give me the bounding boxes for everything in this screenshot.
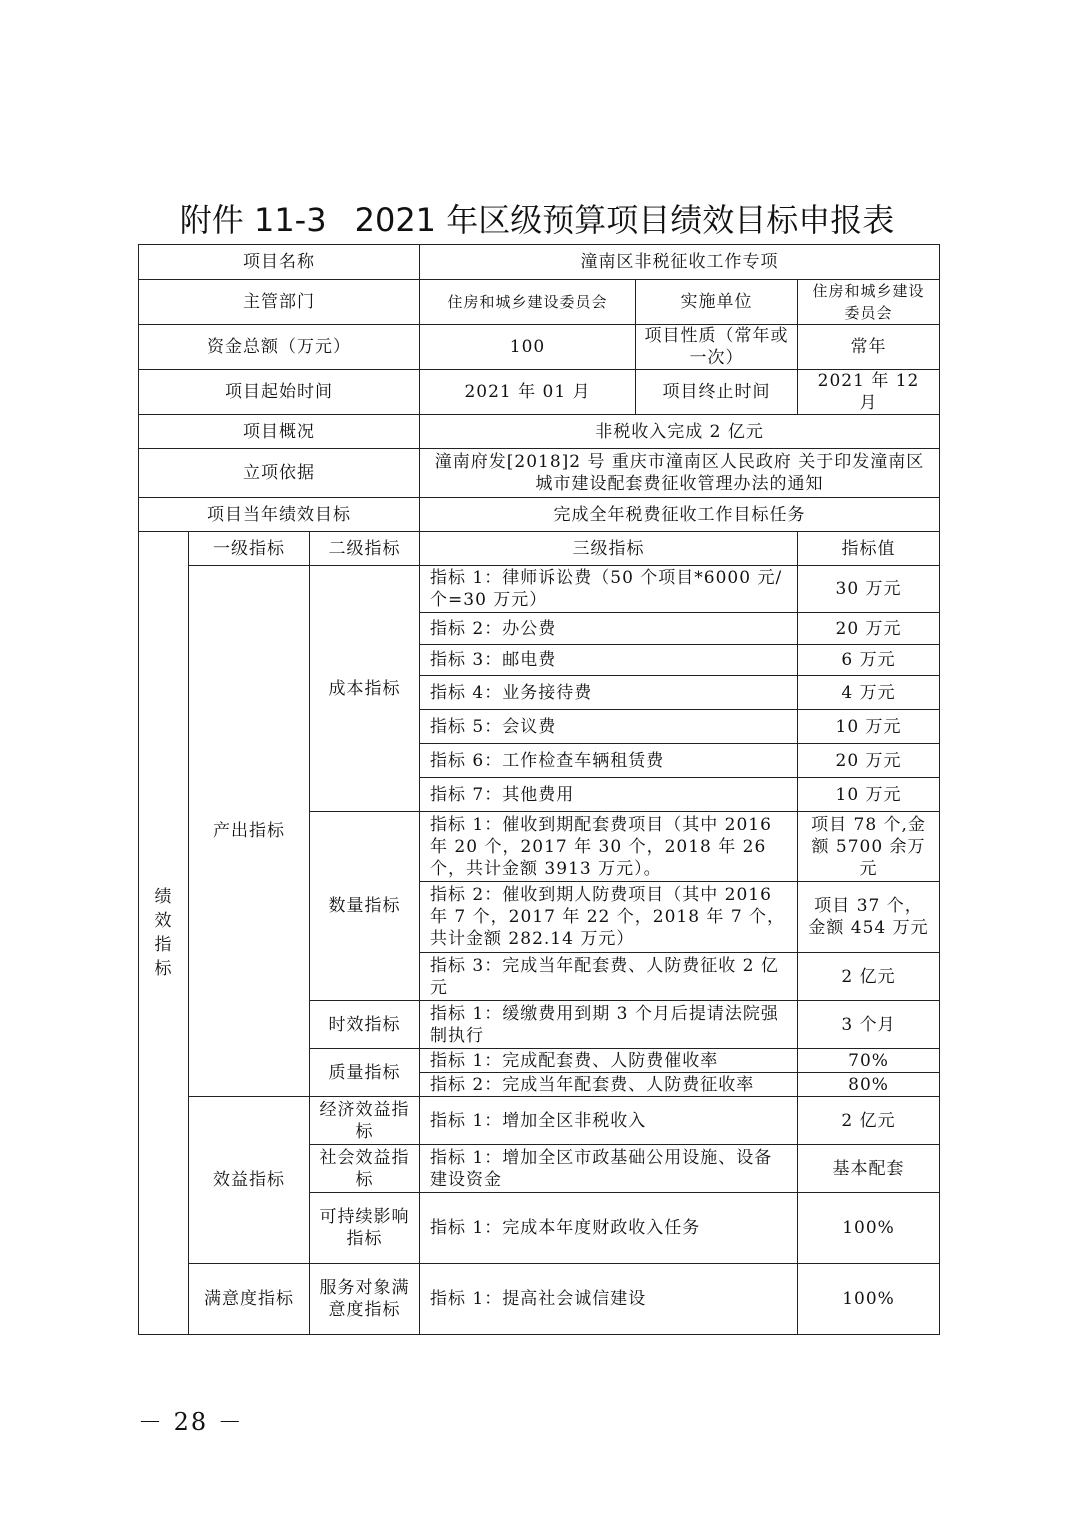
sub-social: 社会效益指标 [310,1145,420,1193]
total-funds: 100 [420,325,636,370]
label-project-nature: 项目性质（常年或一次） [636,325,798,370]
indicator-value: 项目 78 个,金额 5700 余万元 [798,812,940,882]
indicator-text: 指标 1：提高社会诚信建设 [420,1264,798,1335]
indicator-text: 指标 5：会议费 [420,710,798,744]
label-implementing-unit: 实施单位 [636,280,798,325]
indicator-text: 指标 1：律师诉讼费（50 个项目*6000 元/个=30 万元） [420,566,798,613]
indicator-value: 80% [798,1073,940,1097]
page-title [0,200,1074,240]
indicator-value: 10 万元 [798,710,940,744]
indicator-value: 基本配套 [798,1145,940,1193]
indicator-text: 指标 7：其他费用 [420,778,798,812]
header-level1: 一级指标 [189,532,310,566]
label-department: 主管部门 [139,280,420,325]
indicator-value: 3 个月 [798,1001,940,1049]
project-nature: 常年 [798,325,940,370]
implementing-unit: 住房和城乡建设委员会 [798,280,940,325]
title-prefix: 附件 11-3 [179,201,327,239]
indicator-text: 指标 3：完成当年配套费、人防费征收 2 亿元 [420,953,798,1001]
sub-service: 服务对象满意度指标 [310,1264,420,1335]
indicator-text: 指标 1：完成本年度财政收入任务 [420,1193,798,1264]
indicator-text: 指标 2：办公费 [420,613,798,645]
project-name: 潼南区非税征收工作专项 [420,245,940,280]
indicator-value: 100% [798,1193,940,1264]
start-time: 2021 年 01 月 [420,370,636,415]
project-overview: 非税收入完成 2 亿元 [420,415,940,449]
indicator-value: 70% [798,1049,940,1073]
sub-quantity: 数量指标 [310,812,420,1001]
indicator-text: 指标 3：邮电费 [420,645,798,676]
sub-time: 时效指标 [310,1001,420,1049]
indicator-value: 4 万元 [798,676,940,710]
label-start-time: 项目起始时间 [139,370,420,415]
group-output: 产出指标 [189,566,310,1097]
indicator-text: 指标 1：缓缴费用到期 3 个月后提请法院强制执行 [420,1001,798,1049]
indicator-text: 指标 1：完成配套费、人防费催收率 [420,1049,798,1073]
label-end-time: 项目终止时间 [636,370,798,415]
project-basis: 潼南府发[2018]2 号 重庆市潼南区人民政府 关于印发潼南区城市建设配套费征收管理办法的通知 [420,449,940,498]
label-project-name: 项目名称 [139,245,420,280]
indicator-value: 20 万元 [798,744,940,778]
header-level2: 二级指标 [310,532,420,566]
end-time: 2021 年 12 月 [798,370,940,415]
group-satisfaction: 满意度指标 [189,1264,310,1335]
annual-goal: 完成全年税费征收工作目标任务 [420,498,940,532]
sub-quality: 质量指标 [310,1049,420,1097]
sub-economic: 经济效益指标 [310,1097,420,1145]
indicator-value: 10 万元 [798,778,940,812]
group-benefit: 效益指标 [189,1097,310,1264]
label-overview: 项目概况 [139,415,420,449]
indicator-text: 指标 1：增加全区非税收入 [420,1097,798,1145]
indicator-value: 2 亿元 [798,1097,940,1145]
label-annual-goal: 项目当年绩效目标 [139,498,420,532]
department: 住房和城乡建设委员会 [420,280,636,325]
label-basis: 立项依据 [139,449,420,498]
performance-target-form [138,244,940,1335]
indicator-text: 指标 1：催收到期配套费项目（其中 2016 年 20 个，2017 年 30 个，2018 年 26 个，共计金额 3913 万元）。 [420,812,798,882]
indicator-text: 指标 6：工作检查车辆租赁费 [420,744,798,778]
indicator-text: 指标 1：增加全区市政基础公用设施、设备建设资金 [420,1145,798,1193]
indicator-value: 20 万元 [798,613,940,645]
indicator-text: 指标 2：完成当年配套费、人防费征收率 [420,1073,798,1097]
indicator-text: 指标 4：业务接待费 [420,676,798,710]
sub-cost: 成本指标 [310,566,420,812]
indicator-value: 2 亿元 [798,953,940,1001]
sub-sustain: 可持续影响指标 [310,1193,420,1264]
indicator-value: 30 万元 [798,566,940,613]
indicator-value: 100% [798,1264,940,1335]
title-main: 2021 年区级预算项目绩效目标申报表 [354,201,895,239]
header-level3: 三级指标 [420,532,798,566]
performance-indicators-label: 绩效指标 [139,532,189,1335]
label-total-funds: 资金总额（万元） [139,325,420,370]
page-number: － 28 － [138,1408,244,1436]
indicator-value: 项目 37 个，金额 454 万元 [798,882,940,953]
indicator-value: 6 万元 [798,645,940,676]
header-value: 指标值 [798,532,940,566]
indicator-text: 指标 2：催收到期人防费项目（其中 2016 年 7 个，2017 年 22 个，2018 年 7 个，共计金额 282.14 万元） [420,882,798,953]
